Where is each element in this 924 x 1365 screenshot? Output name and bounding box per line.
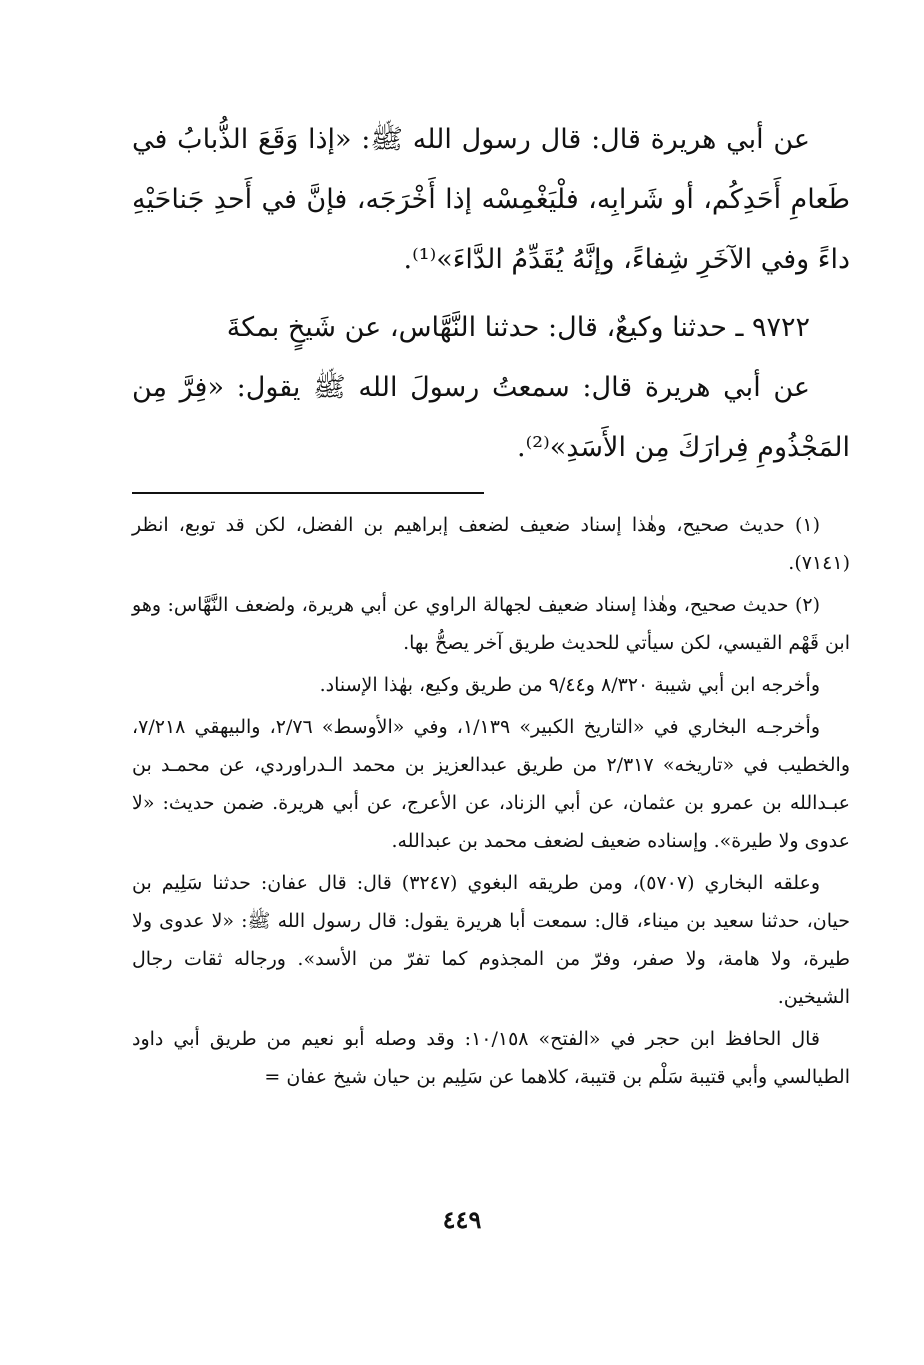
- page-body: [132, 110, 850, 1096]
- footnote-2-para-2: وأخرجه ابن أبي شيبة ٨/٣٢٠ و٩/٤٤ من طريق وكيع، بهٰذا الإسناد.: [319, 674, 820, 696]
- footnote-2: (٢) حديث صحيح، وهٰذا إسناد ضعيف لجهالة الراوي عن أبي هريرة، ولضعف النَّهَّاس: وهو ابن قَهْم القيسي، لكن سيأتي للحديث طريق آخر يصحُّ بها.: [132, 594, 850, 654]
- footnote-2-para-3: وأخرجـه البخاري في «التاريخ الكبير» ١/١٣٩، وفي «الأوسط» ٢/٧٦، والبيهقي ٧/٢١٨، والخطيب في «تاريخه» ٢/٣١٧ من طريق عبدالعزيز بن محمد الـدراوردي، عن محمـد بن عبـدالله بن عمرو بن عثمان، عن أبي الزناد، عن الأعرج، عن أبي هريرة. ضمن حديث: «لا عدوى ولا طيرة». وإسناده ضعيف لضعف محمد بن عبدالله.: [132, 716, 850, 852]
- hadith-text-a: عن أبي هريرة قال: قال رسول الله ﷺ: «إذا وَقَعَ الذُّبابُ في طَعامِ أَحَدِكُم، أو شَرابِه، فلْيَغْمِسْه إذا أَخْرَجَه، فإنَّ في أَحدِ جَناحَيْهِ داءً وفي الآخَرِ شِفاءً، وإنَّهُ يُقَدِّمُ الدَّاءَ»⁽¹⁾.: [132, 124, 850, 275]
- footnote-separator: [132, 492, 484, 494]
- main-text-block-a: [132, 110, 850, 290]
- footnotes: [132, 506, 850, 1096]
- page-number: ٤٤٩: [442, 1205, 482, 1234]
- footnote-2-para-4: وعلقه البخاري (٥٧٠٧)، ومن طريقه البغوي (٣٢٤٧) قال: قال عفان: حدثنا سَلِيم بن حيان، حدثنا سعيد بن ميناء، قال: سمعت أبا هريرة يقول: قال رسول الله ﷺ: «لا عدوى ولا طيرة، ولا هامة، ولا صفر، وفرّ من المجذوم كما تفرّ من الأسد». ورجاله ثقات رجال الشيخين.: [132, 872, 850, 1008]
- hadith-isnad-b: ٩٧٢٢ ـ حدثنا وكيعٌ، قال: حدثنا النَّهَّاس، عن شَيخٍ بمكةَ: [226, 312, 810, 343]
- main-text-block-b: [132, 298, 850, 478]
- footnote-1: (١) حديث صحيح، وهٰذا إسناد ضعيف لضعف إبراهيم بن الفضل، لكن قد توبع، انظر (٧١٤١).: [132, 514, 850, 574]
- footnote-2-para-5: قال الحافظ ابن حجر في «الفتح» ١٠/١٥٨: وقد وصله أبو نعيم من طريق أبي داود الطيالسي وأبي قتيبة سَلْم بن قتيبة، كلاهما عن سَلِيم بن حيان شيخ عفان =: [132, 1028, 850, 1088]
- hadith-text-b: عن أبي هريرة قال: سمعتُ رسولَ الله ﷺ يقول: «فِرَّ مِن المَجْذُومِ فِرارَكَ مِن الأَسَدِ»⁽²⁾.: [132, 372, 850, 463]
